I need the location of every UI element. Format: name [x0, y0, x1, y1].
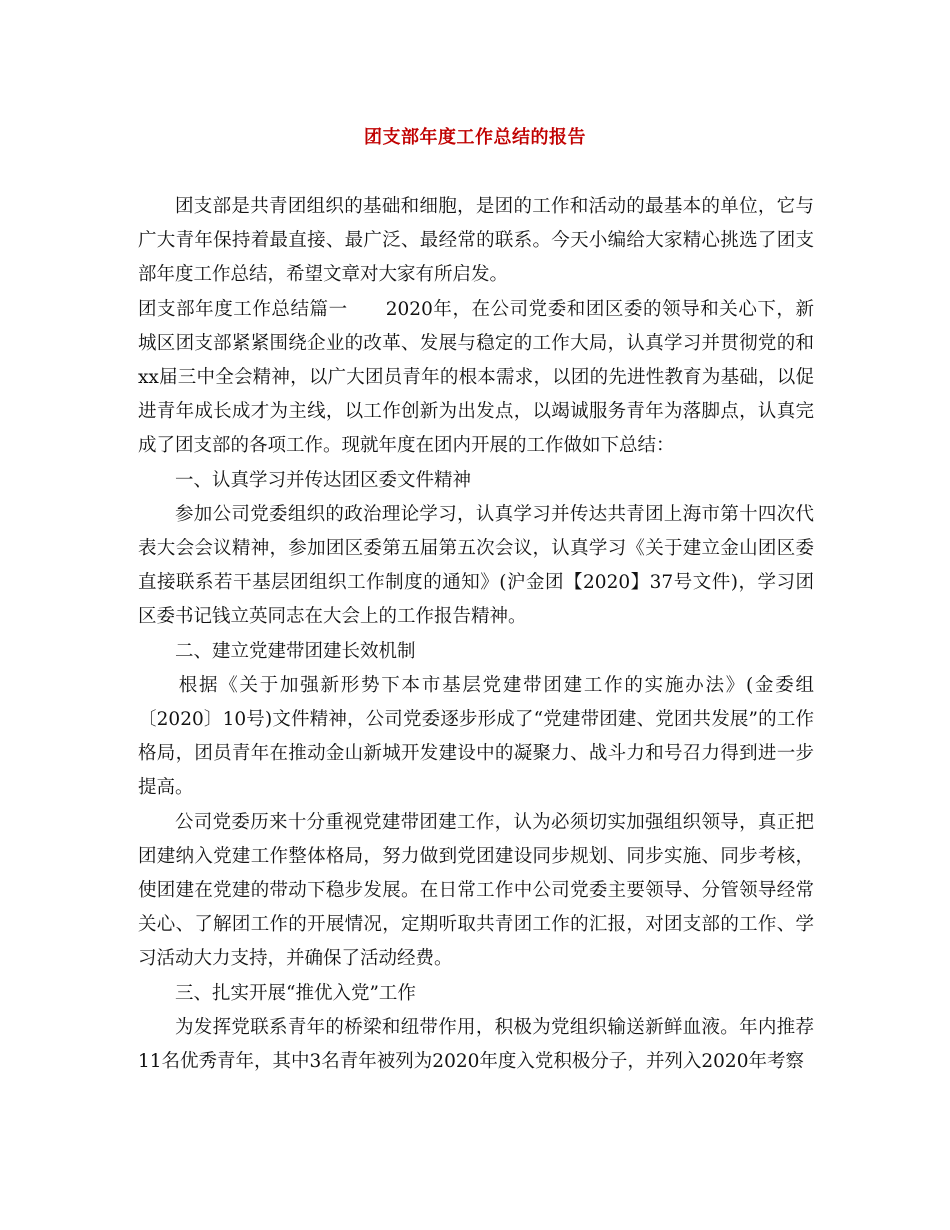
- section-2-paragraph-1: 根据《关于加强新形势下本市基层党建带团建工作的实施办法》(金委组〔2020〕10号)文件精神，公司党委逐步形成了“党建带团建、党团共发展”的工作格局，团员青年在推动金山新城开发建设中的凝聚力、战斗力和号召力得到进一步提高。: [138, 674, 814, 799]
- intro-paragraph: 团支部是共青团组织的基础和细胞，是团的工作和活动的最基本的单位，它与广大青年保持着最直接、最广泛、最经常的联系。今天小编给大家精心挑选了团支部年度工作总结，希望文章对大家有所启发。: [138, 196, 814, 286]
- section-opening-paragraph: 团支部年度工作总结篇一 2020年，在公司党委和团区委的领导和关心下，新城区团支部紧紧围绕企业的改革、发展与稳定的工作大局，认真学习并贯彻党的和xx届三中全会精神，以广大团员青年的根本需求，以团的先进性教育为基础，以促进青年成长成才为主线，以工作创新为出发点，以竭诚服务青年为落脚点，认真完成了团支部的各项工作。现就年度在团内开展的工作做如下总结：: [138, 298, 814, 457]
- document-title: 团支部年度工作总结的报告: [364, 127, 586, 148]
- section-2-paragraph-2: 公司党委历来十分重视党建带团建工作，认为必须切实加强组织领导，真正把团建纳入党建工作整体格局，努力做到党团建设同步规划、同步实施、同步考核，使团建在党建的带动下稳步发展。在日常工作中公司党委主要领导、分管领导经常关心、了解团工作的开展情况，定期听取共青团工作的汇报，对团支部的工作、学习活动大力支持，并确保了活动经费。: [138, 811, 814, 970]
- section-3-paragraph: 为发挥党联系青年的桥梁和纽带作用，积极为党组织输送新鲜血液。年内推荐11名优秀青年，其中3名青年被列为2020年度入党积极分子，并列入2020年考察: [138, 1016, 814, 1073]
- document-body: [138, 190, 814, 1079]
- section-heading-3: 三、扎实开展“推优入党”工作: [175, 982, 416, 1004]
- section-1-paragraph: 参加公司党委组织的政治理论学习，认真学习并传达共青团上海市第十四次代表大会会议精神，参加团区委第五届第五次会议，认真学习《关于建立金山团区委直接联系若干基层团组织工作制度的通知》(沪金团【2020】37号文件)，学习团区委书记钱立英同志在大会上的工作报告精神。: [138, 503, 814, 628]
- section-heading-1: 一、认真学习并传达团区委文件精神: [175, 469, 472, 491]
- section-heading-2: 二、建立党建带团建长效机制: [175, 640, 416, 662]
